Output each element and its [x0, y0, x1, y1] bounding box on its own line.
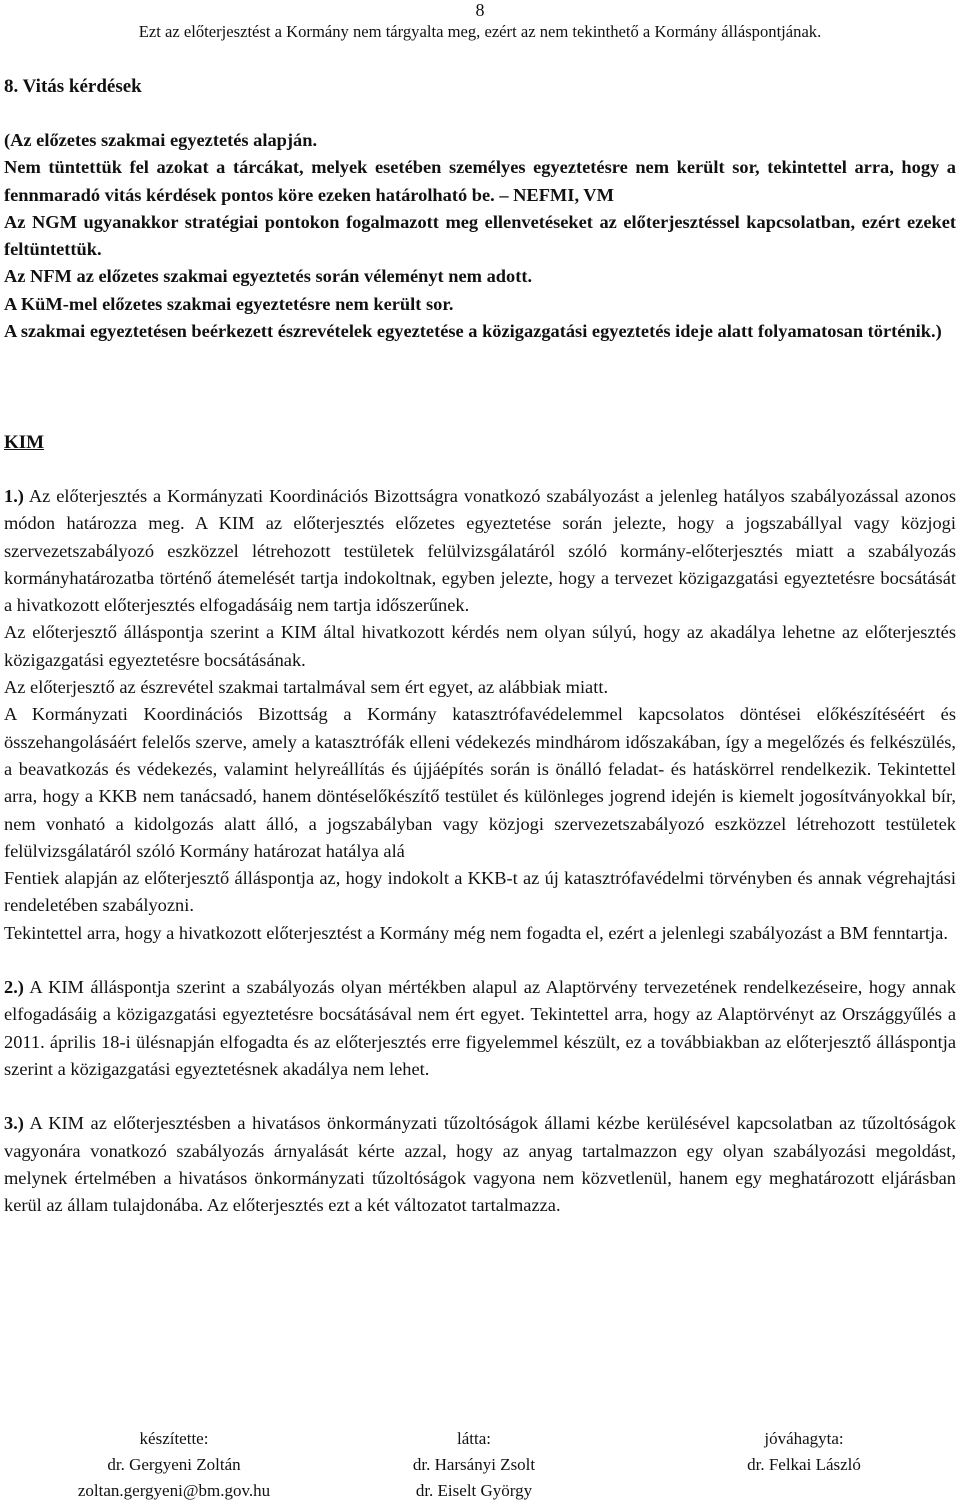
- approved-by-label: jóváhagyta:: [764, 1429, 844, 1448]
- seen-by-name: dr. Harsányi Zsolt: [412, 1455, 536, 1474]
- prepared-by-column: [64, 1426, 284, 1504]
- running-header: Ezt az előterjesztést a Kormány nem tárgyalta meg, ezért az nem tekinthető a Kormány álláspontjának.: [138, 22, 822, 41]
- intro-paragraph: Nem tüntettük fel azokat a tárcákat, melyek esetében személyes egyeztetésre nem került sor, tekintettel arra, hogy a fennmaradó vitás kérdések pontos köre ezeken határolható be. – NEFMI, VM: [4, 157, 956, 205]
- page-number: 8: [475, 0, 485, 20]
- point-1-text: Az előterjesztés a Kormányzati Koordinációs Bizottságra vonatkozó szabályozást a jelenleg hatályos szabályozással azonos módon határozza meg. A KIM az előterjesztés előzetes egyeztetése során jelezte, hogy a jogszabállyal vagy közjogi szervezetszabályozó eszközzel létrehozott testületek felülvizsgálatáról szóló kormány-előterjesztés miatt a szabályozás kormányhatározatba történő átemelését tartja indokoltnak, egyben jelezte, hogy a tervezet közigazgatási egyeztetésre bocsátását a hivatkozott előterjesztés elfogadásáig nem tartja időszerűnek.: [4, 486, 956, 616]
- kim-body: [4, 483, 956, 1219]
- body-paragraph: Fentiek alapján az előterjesztő álláspontja az, hogy indokolt a KKB-t az új katasztrófavédelmi törvényben és annak végrehajtási rendeletében szabályozni.: [4, 868, 956, 916]
- prepared-by-name: dr. Gergyeni Zoltán: [107, 1455, 241, 1474]
- approved-by-column: [694, 1426, 914, 1478]
- kim-heading: KIM: [4, 432, 45, 453]
- prepared-by-email: zoltan.gergyeni@bm.gov.hu: [77, 1481, 271, 1500]
- body-paragraph: Az előterjesztő az észrevétel szakmai tartalmával sem ért egyet, az alábbiak miatt.: [4, 677, 609, 698]
- point-2-number: 2.): [4, 977, 24, 998]
- intro-paragraph: (Az előzetes szakmai egyeztetés alapján.: [4, 130, 318, 150]
- paragraph-spacer: [4, 947, 956, 974]
- intro-paragraph: Az NFM az előzetes szakmai egyeztetés során véleményt nem adott.: [4, 266, 533, 287]
- point-3-number: 3.): [4, 1113, 24, 1134]
- intro-block: [4, 127, 956, 345]
- section-title: 8. Vitás kérdések: [4, 76, 142, 97]
- body-paragraph: Tekintettel arra, hogy a hivatkozott előterjesztést a Kormány még nem fogadta el, ezért a jelenlegi szabályozást a BM fenntartja.: [4, 922, 948, 943]
- intro-paragraph: Az NGM ugyanakkor stratégiai pontokon fogalmazott meg ellenvetéseket az előterjesztéssel kapcsolatban, ezért ezeket feltüntettük.: [4, 211, 956, 260]
- seen-by-name: dr. Eiselt György: [415, 1481, 533, 1500]
- approved-by-name: dr. Felkai László: [747, 1455, 861, 1474]
- point-3-text: A KIM az előterjesztésben a hivatásos önkormányzati tűzoltóságok állami kézbe kerülésével kapcsolatban az tűzoltóságok vagyonára vonatkozó szabályozás árnyalását kérte azzal, hogy az anyag tartalmazzon egy olyan szabályozási megoldást, melynek értelmében a hivatásos önkormányzati tűzoltóságok vagyona nem közvetlenül, hanem egy meghatározott eljárásban kerül az állam tulajdonába. Az előterjesztés ezt a két változatot tartalmazza.: [4, 1113, 956, 1216]
- point-1-paragraph: [4, 483, 956, 619]
- seen-by-label: látta:: [457, 1429, 491, 1448]
- body-paragraph: A Kormányzati Koordinációs Bizottság a Kormány katasztrófavédelemmel kapcsolatos döntései előkészítéséért és összehangolásáért felelős szerve, amely a katasztrófák elleni védekezés mindhárom időszakában, így a megelőzés és felkészülés, a beavatkozás és védekezés, valamint helyreállítás és újjáépítés során is önálló feladat- és hatáskörrel rendelkezik. Tekintettel arra, hogy a KKB nem tanácsadó, hanem döntéselőkészítő testület és különleges jogrend idején is kiemelt jogosítványokkal bír, nem vonható a kidolgozás alatt álló, a jogszabályban vagy közjogi szervezetszabályozó eszközzel létrehozott testületek felülvizsgálatáról szóló Kormány határozat hatálya alá: [4, 704, 956, 861]
- point-3-paragraph: [4, 1110, 956, 1219]
- seen-by-column: [364, 1426, 584, 1504]
- point-1-number: 1.): [4, 486, 24, 506]
- intro-paragraph: A szakmai egyeztetésen beérkezett észrevételek egyeztetése a közigazgatási egyeztetés ideje alatt folyamatosan történik.): [4, 321, 942, 342]
- prepared-by-label: készítette:: [139, 1429, 209, 1448]
- paragraph-spacer: [4, 1083, 956, 1110]
- point-2-paragraph: [4, 974, 956, 1083]
- intro-paragraph: A KüM-mel előzetes szakmai egyeztetésre nem került sor.: [4, 293, 454, 314]
- point-2-text: A KIM álláspontja szerint a szabályozás olyan mértékben alapul az Alaptörvény tervezetének rendelkezéseire, hogy annak elfogadásáig a közigazgatási egyeztetésre bocsátásával nem ért egyet. Tekintettel arra, hogy az Alaptörvényt az Országgyűlés a 2011. április 18-i ülésnapján elfogadta és az előterjesztés erre figyelemmel készült, ez a továbbiakban az előterjesztő álláspontja szerint a közigazgatási egyeztetésnek akadálya nem lehet.: [4, 977, 956, 1079]
- body-paragraph: Az előterjesztő álláspontja szerint a KIM által hivatkozott kérdés nem olyan súlyú, hogy az akadálya lehetne az előterjesztés közigazgatási egyeztetésre bocsátásának.: [4, 622, 956, 670]
